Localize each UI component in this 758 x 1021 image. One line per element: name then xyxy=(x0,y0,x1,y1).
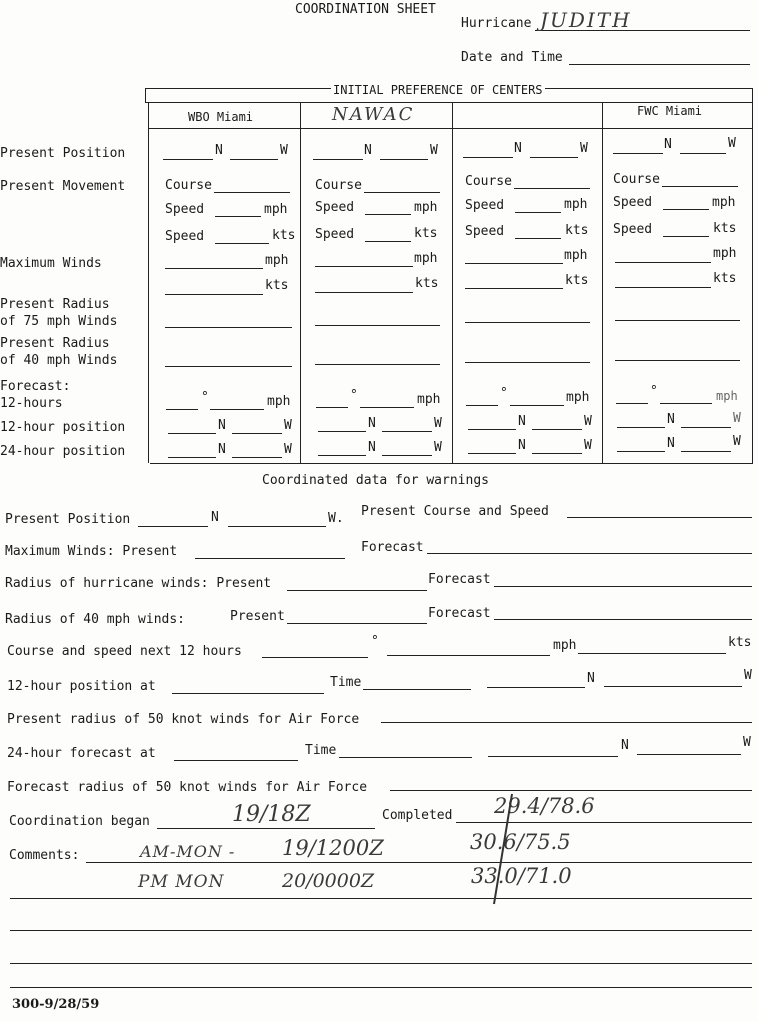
c4-kts2: kts xyxy=(713,271,737,286)
c3-24h-n-field[interactable] xyxy=(468,453,516,454)
c1-24h-n-field[interactable] xyxy=(168,457,216,458)
c4-w: W xyxy=(728,136,736,151)
c1-maxwind-kts-field[interactable] xyxy=(165,294,263,295)
col-divider-1 xyxy=(300,102,301,463)
row-label-maximum-winds: Maximum Winds xyxy=(0,256,102,271)
table-right-border xyxy=(752,88,753,463)
cd-radius40-field[interactable] xyxy=(287,623,427,624)
c3-radius40-field[interactable] xyxy=(465,362,590,363)
c1-24h-w-field[interactable] xyxy=(232,457,282,458)
c1-speed: Speed xyxy=(165,202,205,217)
c1-speed-kts-field[interactable] xyxy=(215,243,269,244)
c1-course-field[interactable] xyxy=(214,192,290,193)
date-time-label: Date and Time xyxy=(461,50,563,65)
c4-w2: W xyxy=(733,411,741,426)
cd-present-position-label: Present Position xyxy=(5,512,131,527)
c1-mph: mph xyxy=(264,202,288,217)
cd-course-next-deg-field[interactable] xyxy=(262,657,368,658)
c2-12h-w-field[interactable] xyxy=(382,431,432,432)
c2-mph3: mph xyxy=(417,392,441,407)
c2-n: N xyxy=(364,143,372,158)
c1-radius40-field[interactable] xyxy=(165,366,292,367)
comment-2-position: 33.0/71.0 xyxy=(471,864,572,888)
c4-24h-n-field[interactable] xyxy=(617,451,665,452)
c4-radius40-field[interactable] xyxy=(615,360,740,361)
c4-12h-w-field[interactable] xyxy=(681,427,731,428)
c4-24h-w-field[interactable] xyxy=(681,451,731,452)
table-bottom-border xyxy=(150,463,753,464)
comments-label: Comments: xyxy=(9,848,80,863)
c2-deg: ° xyxy=(350,388,358,403)
c2-mph2: mph xyxy=(414,251,438,266)
c1-pos-n-field[interactable] xyxy=(163,159,213,160)
c4-course-field[interactable] xyxy=(662,186,738,187)
cd-max-forecast-field[interactable] xyxy=(427,553,752,554)
c3-24h-w-field[interactable] xyxy=(532,453,582,454)
c1-kts2: kts xyxy=(265,278,289,293)
c2-w: W xyxy=(430,143,438,158)
cd-radius50-field[interactable] xyxy=(381,722,752,723)
cd-radius40-label: Radius of 40 mph winds: xyxy=(5,612,186,627)
c2-pos-n-field[interactable] xyxy=(313,159,363,160)
cd-24h-time-field[interactable] xyxy=(339,757,472,758)
c3-radius75-field[interactable] xyxy=(465,322,590,323)
form-title: COORDINATION SHEET xyxy=(295,2,436,17)
table-title-divider xyxy=(145,102,753,103)
cd-12h-w-field[interactable] xyxy=(604,686,742,687)
c3-mph3: mph xyxy=(566,390,590,405)
c1-w2: W xyxy=(284,418,292,433)
c2-w2: W xyxy=(434,416,442,431)
c4-maxwind-kts-field[interactable] xyxy=(615,287,711,288)
cd-present-course-field[interactable] xyxy=(567,517,752,518)
cd-radius-hurr-label: Radius of hurricane winds: Present xyxy=(5,576,272,591)
hurricane-label: Hurricane xyxy=(461,16,532,31)
cd-course-next-kts-field[interactable] xyxy=(578,653,726,654)
c1-mph3: mph xyxy=(267,394,291,409)
c4-n: N xyxy=(664,137,672,152)
c4-mph2: mph xyxy=(713,246,737,261)
c4-deg: ° xyxy=(650,384,658,399)
row-label-radius75-1: Present Radius xyxy=(0,297,110,312)
table-left-border xyxy=(148,102,149,463)
comments-line-3[interactable] xyxy=(10,930,752,931)
c3-pos-n-field[interactable] xyxy=(463,157,513,158)
coordinated-title: Coordinated data for warnings xyxy=(262,473,489,488)
cd-w: W. xyxy=(328,511,344,526)
c3-kts2: kts xyxy=(565,273,589,288)
c4-speed-kts-field[interactable] xyxy=(663,236,709,237)
cd-deg: ° xyxy=(371,634,379,649)
handwritten-slash xyxy=(490,790,520,910)
cd-course-next-label: Course and speed next 12 hours xyxy=(7,644,242,659)
c1-course: Course xyxy=(165,178,212,193)
c1-w3: W xyxy=(284,442,292,457)
c3-12h-n-field[interactable] xyxy=(468,429,516,430)
c3-w3: W xyxy=(584,438,592,453)
c2-radius75-field[interactable] xyxy=(315,325,440,326)
c1-n: N xyxy=(215,143,223,158)
c3-maxwind-mph-field[interactable] xyxy=(465,263,563,264)
c3-w: W xyxy=(580,141,588,156)
row-label-forecast-1: Forecast: xyxy=(0,379,71,394)
cd-fc-radius50-label: Forecast radius of 50 knot winds for Air Force xyxy=(7,780,368,795)
cd-radius50-label: Present radius of 50 knot winds for Air Force xyxy=(7,712,360,727)
c1-w: W xyxy=(280,143,288,158)
c2-radius40-field[interactable] xyxy=(315,364,440,365)
c3-deg: ° xyxy=(500,386,508,401)
c1-fc-mph-field[interactable] xyxy=(210,409,264,410)
c2-speed: Speed xyxy=(315,200,355,215)
cd-mph: mph xyxy=(553,638,577,653)
cd-max-winds-label: Maximum Winds: Present xyxy=(5,544,178,559)
cd-ww: W xyxy=(744,668,752,683)
c1-fc-deg-field[interactable] xyxy=(166,409,198,410)
c2-course-field[interactable] xyxy=(364,192,440,193)
c3-12h-w-field[interactable] xyxy=(532,429,582,430)
coord-began-label: Coordination began xyxy=(9,814,150,829)
c2-speed-mph-field[interactable] xyxy=(365,214,411,215)
c3-mph2: mph xyxy=(564,248,588,263)
table-edge-top xyxy=(145,88,146,102)
cd-position-w-field[interactable] xyxy=(228,526,326,527)
c2-course: Course xyxy=(315,178,362,193)
cd-12h-at-field[interactable] xyxy=(172,693,324,694)
completed-label: Completed xyxy=(382,808,453,823)
c2-speed2: Speed xyxy=(315,227,355,242)
c4-maxwind-mph-field[interactable] xyxy=(615,262,711,263)
c2-pos-w-field[interactable] xyxy=(380,159,428,160)
table-title: INITIAL PREFERENCE OF CENTERS xyxy=(333,83,543,97)
c4-kts: kts xyxy=(713,221,737,236)
c2-n3: N xyxy=(368,440,376,455)
row-label-forecast-2: 12-hours xyxy=(0,396,63,411)
cd-radius40-forecast-field[interactable] xyxy=(494,619,752,620)
comments-line-1[interactable] xyxy=(86,862,752,863)
c2-fc-deg-field[interactable] xyxy=(316,407,348,408)
c1-deg: ° xyxy=(201,390,209,405)
c1-12h-w-field[interactable] xyxy=(232,433,282,434)
c2-speed-kts-field[interactable] xyxy=(365,241,411,242)
date-time-line xyxy=(569,64,750,65)
cd-ww2: W xyxy=(743,735,751,750)
comments-line-4[interactable] xyxy=(10,963,752,964)
cd-course-next-mph-field[interactable] xyxy=(387,655,550,656)
c1-12h-n-field[interactable] xyxy=(168,433,216,434)
c3-speed: Speed xyxy=(465,198,505,213)
c4-mph3: mph xyxy=(716,389,738,403)
center-header-1: WBO Miami xyxy=(188,110,254,124)
comment-1-position: 30.6/75.5 xyxy=(470,830,571,854)
cd-nn2: N xyxy=(621,738,629,753)
row-label-radius75-2: of 75 mph Winds xyxy=(0,314,118,329)
c1-n3: N xyxy=(218,442,226,457)
coord-began-value: 19/18Z xyxy=(232,802,311,827)
cd-24h-forecast-label: 24-hour forecast at xyxy=(7,746,156,761)
c4-n2: N xyxy=(667,412,675,427)
c4-w3: W xyxy=(733,434,741,449)
center-header-4: FWC Miami xyxy=(637,104,703,118)
c1-mph2: mph xyxy=(265,253,289,268)
completed-value: 29.4/78.6 xyxy=(494,794,595,818)
c4-radius75-field[interactable] xyxy=(615,320,740,321)
row-label-12h-position: 12-hour position xyxy=(0,420,126,435)
c4-mph: mph xyxy=(712,195,736,210)
c4-speed: Speed xyxy=(613,195,653,210)
c1-radius75-field[interactable] xyxy=(165,327,292,328)
row-label-radius40-2: of 40 mph Winds xyxy=(0,353,118,368)
c2-maxwind-mph-field[interactable] xyxy=(315,266,413,267)
comment-1-period: AM-MON - xyxy=(140,842,236,861)
row-label-radius40-1: Present Radius xyxy=(0,336,110,351)
c2-maxwind-kts-field[interactable] xyxy=(315,292,413,293)
c1-n2: N xyxy=(218,418,226,433)
c3-speed-kts-field[interactable] xyxy=(515,238,561,239)
hurricane-name: JUDITH xyxy=(540,8,632,32)
cd-radius40-present-label: Present xyxy=(230,609,285,624)
c3-n: N xyxy=(514,141,522,156)
c4-speed2: Speed xyxy=(613,222,653,237)
cd-radius-hurr-field[interactable] xyxy=(287,590,427,591)
cd-position-n-field[interactable] xyxy=(138,526,208,527)
c3-fc-deg-field[interactable] xyxy=(466,405,498,406)
c4-12h-n-field[interactable] xyxy=(617,427,665,428)
cd-24h-w-field[interactable] xyxy=(637,754,741,755)
c2-fc-mph-field[interactable] xyxy=(360,407,414,408)
c3-n3: N xyxy=(518,438,526,453)
c1-speed-mph-field[interactable] xyxy=(215,216,261,217)
cd-12h-position-label: 12-hour position at xyxy=(7,679,156,694)
c3-fc-mph-field[interactable] xyxy=(510,405,564,406)
cd-kts: kts xyxy=(728,635,752,650)
c2-24h-w-field[interactable] xyxy=(382,455,432,456)
cd-n: N xyxy=(211,510,219,525)
cd-24h-at-field[interactable] xyxy=(174,760,298,761)
c4-fc-deg-field[interactable] xyxy=(616,403,648,404)
cd-24h-n-field[interactable] xyxy=(488,756,618,757)
col-divider-3 xyxy=(602,102,603,463)
cd-max-forecast-label: Forecast xyxy=(361,540,424,555)
c2-kts: kts xyxy=(414,226,438,241)
c3-speed2: Speed xyxy=(465,224,505,239)
cd-radius-hurr-forecast-field[interactable] xyxy=(494,586,752,587)
comments-line-2[interactable] xyxy=(10,898,752,899)
c4-pos-n-field[interactable] xyxy=(613,153,663,154)
c4-pos-w-field[interactable] xyxy=(680,153,726,154)
c3-course-field[interactable] xyxy=(514,188,590,189)
row-label-present-movement: Present Movement xyxy=(0,179,126,194)
c2-n2: N xyxy=(368,416,376,431)
cd-radius-hurr-forecast-label: Forecast xyxy=(428,572,491,587)
row-label-24h-position: 24-hour position xyxy=(0,444,126,459)
col-divider-2 xyxy=(452,102,453,463)
comment-1-time: 19/1200Z xyxy=(282,836,384,860)
c3-w2: W xyxy=(584,414,592,429)
coord-began-field[interactable] xyxy=(157,828,375,829)
cd-present-course-label: Present Course and Speed xyxy=(361,504,549,519)
comment-2-time: 20/0000Z xyxy=(282,870,375,892)
c1-speed2: Speed xyxy=(165,229,205,244)
c2-kts2: kts xyxy=(415,276,439,291)
c2-12h-n-field[interactable] xyxy=(318,431,366,432)
comment-2-period: PM MON xyxy=(138,872,225,892)
row-label-present-position: Present Position xyxy=(0,146,126,161)
c3-kts: kts xyxy=(565,223,589,238)
c3-n2: N xyxy=(518,414,526,429)
cd-12h-n-field[interactable] xyxy=(487,687,585,688)
cd-time: Time xyxy=(330,675,362,690)
c1-maxwind-mph-field[interactable] xyxy=(165,268,263,269)
c2-w3: W xyxy=(434,440,442,455)
c1-kts: kts xyxy=(272,228,296,243)
c4-speed-mph-field[interactable] xyxy=(663,209,709,210)
c3-pos-w-field[interactable] xyxy=(530,157,578,158)
c4-fc-mph-field[interactable] xyxy=(660,403,712,404)
c3-mph: mph xyxy=(564,197,588,212)
c4-course: Course xyxy=(613,172,660,187)
c1-pos-w-field[interactable] xyxy=(230,159,278,160)
cd-fc-radius50-field[interactable] xyxy=(390,790,752,791)
cd-12h-time-field[interactable] xyxy=(363,689,471,690)
cd-nn: N xyxy=(587,671,595,686)
c3-maxwind-kts-field[interactable] xyxy=(465,288,563,289)
c3-speed-mph-field[interactable] xyxy=(515,212,561,213)
c4-n3: N xyxy=(667,436,675,451)
center-header-2: NAWAC xyxy=(332,104,415,125)
cd-time2: Time xyxy=(305,743,337,758)
c2-24h-n-field[interactable] xyxy=(318,455,366,456)
table-header-divider xyxy=(148,128,753,129)
c2-mph: mph xyxy=(414,200,438,215)
cd-radius40-forecast-label: Forecast xyxy=(428,606,491,621)
comments-line-5[interactable] xyxy=(10,987,752,988)
form-number: 300-9/28/59 xyxy=(12,997,100,1012)
cd-max-winds-field[interactable] xyxy=(195,558,345,559)
c3-course: Course xyxy=(465,174,512,189)
